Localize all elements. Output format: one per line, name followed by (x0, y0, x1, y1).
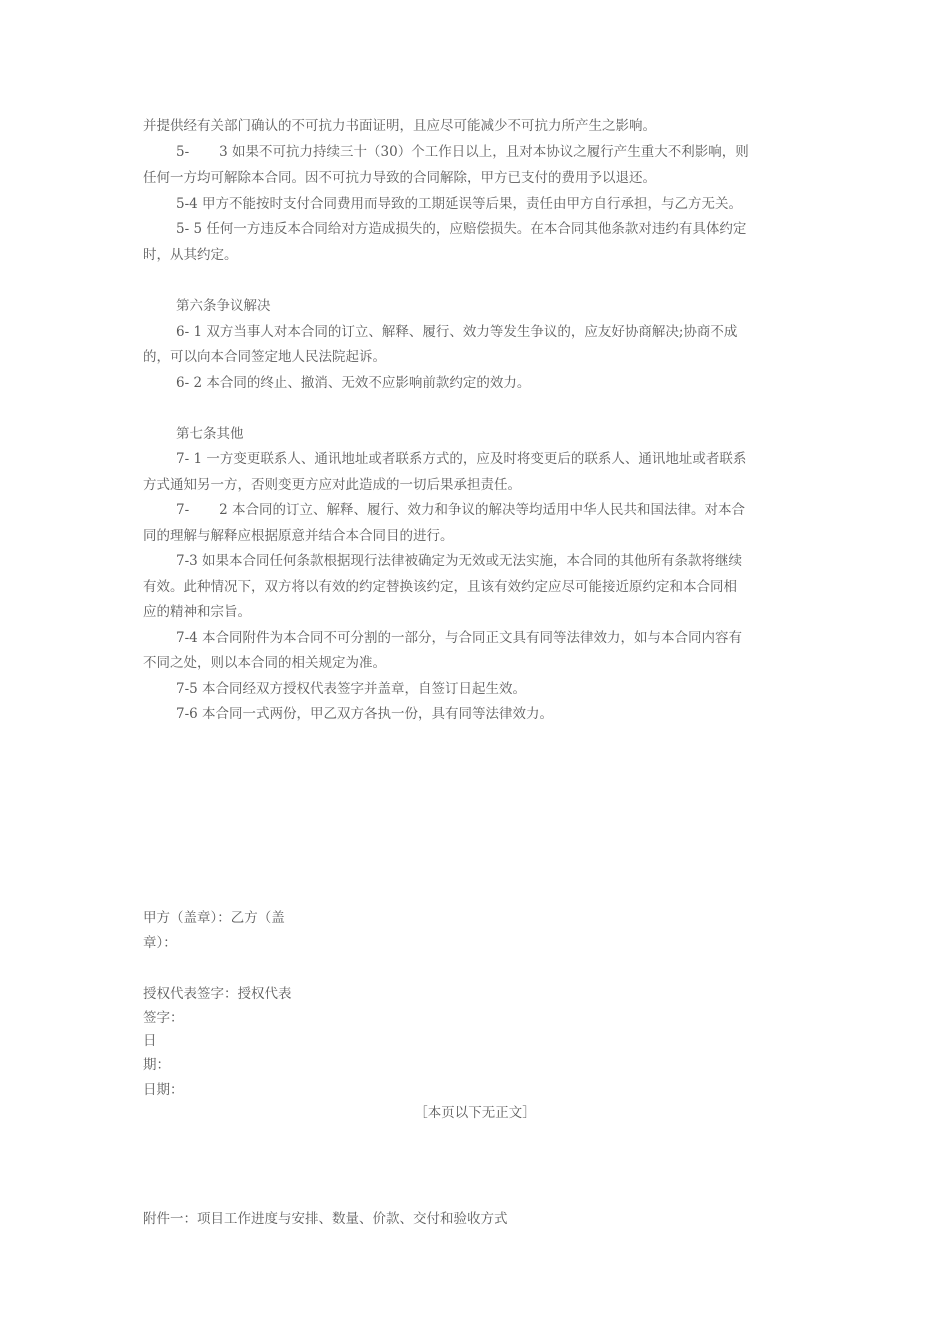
clause-7-3-line-1: 7-3 如果本合同任何条款根据现行法律被确定为无效或无法实施，本合同的其他所有条款将继续 (176, 553, 743, 569)
clause-7-4-line-1: 7-4 本合同附件为本合同不可分割的一部分，与合同正文具有同等法律效力，如与本合同内容有 (176, 630, 743, 646)
clause-5-3-line-1 (176, 143, 856, 161)
signature-party-a-b-seal: 甲方（盖章）：乙方（盖 (143, 910, 285, 926)
clause-5-4: 5-4 甲方不能按时支付合同费用而导致的工期延误等后果，责任由甲方自行承担，与乙方无关。 (176, 196, 743, 212)
clause-6-1-line-1: 6- 1 双方当事人对本合同的订立、解释、履行、效力等发生争议的，应友好协商解决;协商不成 (176, 324, 738, 340)
clause-7-1-line-2: 方式通知另一方，否则变更方应对此造成的一切后果承担责任。 (143, 477, 521, 493)
clause-6-1-line-2: 的，可以向本合同签定地人民法院起诉。 (143, 349, 386, 365)
clause-5-5-line-2: 时，从其约定。 (143, 247, 238, 263)
clause-7-1-line-1: 7- 1 一方变更联系人、通讯地址或者联系方式的，应及时将变更后的联系人、通讯地址或者联系 (176, 451, 747, 467)
clause-7-2-text: 2 本合同的订立、解释、履行、效力和争议的解决等均适用中华人民共和国法律。对本合 (219, 502, 746, 518)
clause-5-3-number: 5- (176, 144, 190, 160)
clause-6-2: 6- 2 本合同的终止、撤消、无效不应影响前款约定的效力。 (176, 375, 531, 391)
clause-7-5: 7-5 本合同经双方授权代表签字并盖章，自签订日起生效。 (176, 681, 527, 697)
article-7-title: 第七条其他 (176, 426, 244, 442)
clause-7-2-number: 7- (176, 502, 190, 518)
clause-7-3-line-2: 有效。此种情况下，双方将以有效的约定替换该约定，且该有效约定应尽可能接近原约定和本合同相 (143, 579, 737, 595)
clause-7-6: 7-6 本合同一式两份，甲乙双方各执一份，具有同等法律效力。 (176, 706, 554, 722)
clause-5-3-line-2: 任何一方均可解除本合同。因不可抗力导致的合同解除，甲方已支付的费用予以退还。 (143, 170, 656, 186)
appendix-1-title: 附件一：项目工作进度与安排、数量、价款、交付和验收方式 (143, 1211, 508, 1227)
signature-date-label: 日期： (143, 1082, 184, 1098)
signature-authorized-rep: 授权代表签字：授权代表 (143, 986, 292, 1002)
clause-5-3-text: 3 如果不可抗力持续三十（30）个工作日以上，且对本协议之履行产生重大不利影响，则 (219, 144, 749, 160)
signature-date-char: 日 (143, 1033, 157, 1049)
clause-7-4-line-2: 不同之处，则以本合同的相关规定为准。 (143, 655, 386, 671)
signature-seal-continued: 章）： (143, 935, 177, 951)
signature-sign-label: 签字： (143, 1010, 184, 1026)
clause-7-3-line-3: 应的精神和宗旨。 (143, 604, 251, 620)
clause-7-2-line-2: 同的理解与解释应根据原意并结合本合同目的进行。 (143, 528, 454, 544)
article-6-title: 第六条争议解决 (176, 298, 271, 314)
clause-5-5-line-1: 5- 5 任何一方违反本合同给对方造成损失的，应赔偿损失。在本合同其他条款对违约有具体约定 (176, 221, 747, 237)
signature-date-continued: 期： (143, 1057, 170, 1073)
end-of-text-note: ［本页以下无正文］ (414, 1105, 536, 1121)
clause-5-2-tail: 并提供经有关部门确认的不可抗力书面证明，且应尽可能减少不可抗力所产生之影响。 (143, 118, 656, 134)
clause-7-2-line-1 (176, 501, 856, 519)
